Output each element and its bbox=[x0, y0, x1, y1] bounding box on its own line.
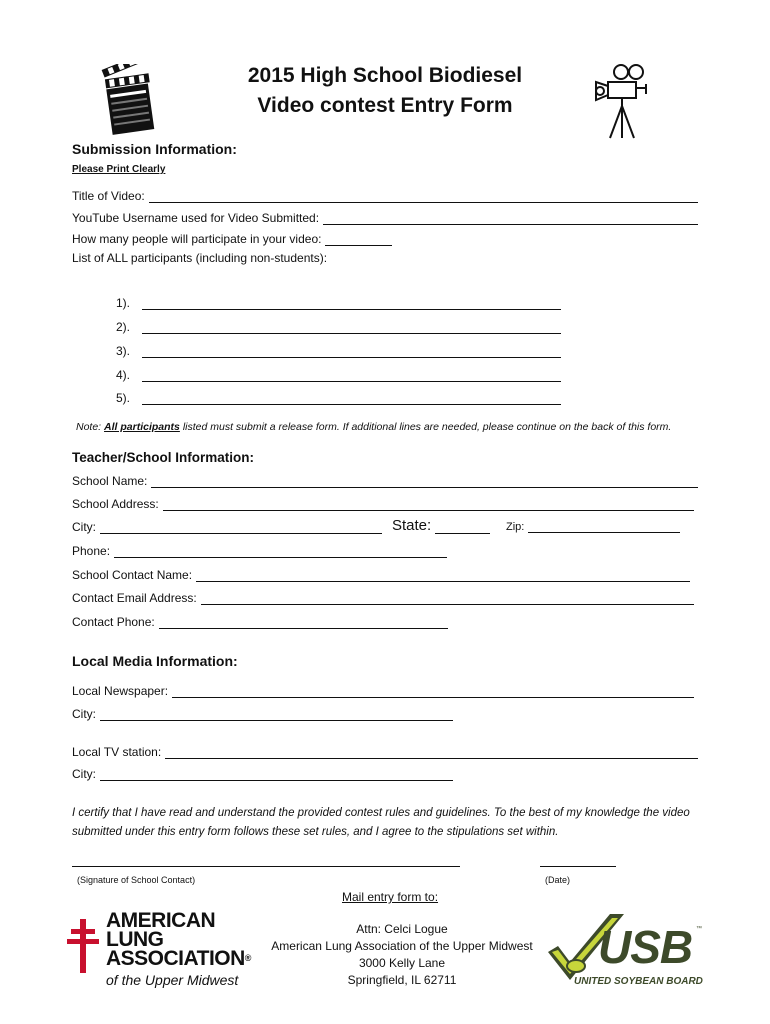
note-emphasis: All participants bbox=[104, 421, 180, 433]
mail-street: 3000 Kelly Lane bbox=[358, 956, 446, 970]
mail-city: Springfield, IL 62711 bbox=[347, 973, 457, 987]
ala-line-1: AMERICAN bbox=[106, 909, 216, 932]
double-cross-icon bbox=[66, 919, 100, 973]
ala-line-3: ASSOCIATION bbox=[106, 947, 245, 970]
print-clearly-note: Please Print Clearly bbox=[72, 164, 166, 175]
youtube-username-input-line[interactable] bbox=[323, 212, 698, 225]
contact-phone-field[interactable] bbox=[72, 615, 448, 629]
contact-name-input-line[interactable] bbox=[196, 569, 690, 582]
participant-1-number: 1). bbox=[116, 296, 131, 310]
phone-label: Phone: bbox=[72, 544, 111, 558]
participant-1-input-line[interactable] bbox=[142, 297, 561, 310]
school-address-label: School Address: bbox=[72, 497, 159, 511]
tv-city-label: City: bbox=[72, 767, 96, 781]
participant-2-input-line[interactable] bbox=[142, 321, 561, 334]
city-input-line[interactable] bbox=[100, 521, 382, 534]
mail-attn: Attn: Celci Logue bbox=[356, 922, 448, 936]
media-heading: Local Media Information: bbox=[72, 653, 238, 669]
video-title-input-line[interactable] bbox=[149, 190, 698, 203]
state-field[interactable] bbox=[392, 517, 490, 534]
youtube-username-field[interactable] bbox=[72, 211, 698, 225]
zip-input-line[interactable] bbox=[528, 520, 680, 533]
participant-count-field[interactable] bbox=[72, 232, 392, 246]
participant-3-number: 3). bbox=[116, 344, 131, 358]
video-title-label: Title of Video: bbox=[72, 189, 145, 203]
participant-5-input-line[interactable] bbox=[142, 392, 561, 405]
date-line[interactable] bbox=[540, 866, 616, 867]
youtube-username-label: YouTube Username used for Video Submitted: bbox=[72, 211, 320, 225]
submission-heading: Submission Information: bbox=[72, 141, 237, 157]
usb-wordmark: USB bbox=[598, 921, 693, 973]
mail-heading: Mail entry form to: bbox=[342, 890, 439, 904]
participant-4-input-line[interactable] bbox=[142, 369, 561, 382]
school-name-input-line[interactable] bbox=[151, 475, 698, 488]
newspaper-input-line[interactable] bbox=[172, 685, 694, 698]
participant-2-field[interactable] bbox=[116, 320, 561, 334]
ala-registered-mark: ® bbox=[244, 953, 251, 963]
tv-station-field[interactable] bbox=[72, 745, 698, 759]
contact-phone-label: Contact Phone: bbox=[72, 615, 155, 629]
form-title-line-1: 2015 High School Biodiesel bbox=[247, 64, 523, 87]
usb-subtitle: UNITED SOYBEAN BOARD bbox=[574, 976, 703, 987]
phone-input-line[interactable] bbox=[114, 545, 447, 558]
city-label: City: bbox=[72, 520, 96, 534]
school-address-field[interactable] bbox=[72, 497, 694, 511]
contact-name-field[interactable] bbox=[72, 568, 690, 582]
contact-name-label: School Contact Name: bbox=[72, 568, 193, 582]
mail-org: American Lung Association of the Upper Midwest bbox=[271, 939, 533, 953]
newspaper-city-field[interactable] bbox=[72, 707, 453, 721]
contact-email-input-line[interactable] bbox=[201, 592, 694, 605]
participant-5-field[interactable] bbox=[116, 391, 561, 405]
tv-station-label: Local TV station: bbox=[72, 745, 162, 759]
participant-2-number: 2). bbox=[116, 320, 131, 334]
participant-4-field[interactable] bbox=[116, 368, 561, 382]
teacher-heading: Teacher/School Information: bbox=[72, 450, 255, 465]
school-name-field[interactable] bbox=[72, 474, 698, 488]
usb-trademark: ™ bbox=[696, 926, 702, 932]
signature-line[interactable] bbox=[72, 866, 460, 867]
school-name-label: School Name: bbox=[72, 474, 148, 488]
newspaper-field[interactable] bbox=[72, 684, 694, 698]
zip-field[interactable] bbox=[506, 520, 680, 533]
release-form-note bbox=[76, 421, 706, 433]
newspaper-label: Local Newspaper: bbox=[72, 684, 169, 698]
tv-city-input-line[interactable] bbox=[100, 768, 453, 781]
ala-wordmark bbox=[106, 911, 251, 968]
participant-4-number: 4). bbox=[116, 368, 131, 382]
state-label: State: bbox=[392, 517, 432, 534]
participant-1-field[interactable] bbox=[116, 296, 561, 310]
state-input-line[interactable] bbox=[435, 521, 490, 534]
video-title-field[interactable] bbox=[72, 189, 698, 203]
participant-count-input-line[interactable] bbox=[325, 233, 392, 246]
contact-phone-input-line[interactable] bbox=[159, 616, 448, 629]
date-caption: (Date) bbox=[545, 875, 571, 885]
contact-email-field[interactable] bbox=[72, 591, 694, 605]
signature-caption: (Signature of School Contact) bbox=[77, 875, 196, 885]
newspaper-city-input-line[interactable] bbox=[100, 708, 453, 721]
form-title-line-2: Video contest Entry Form bbox=[257, 94, 513, 117]
contact-email-label: Contact Email Address: bbox=[72, 591, 197, 605]
city-field[interactable] bbox=[72, 520, 382, 534]
participant-count-label: How many people will participate in your video: bbox=[72, 232, 322, 246]
participants-list-label: List of ALL participants (including non-students): bbox=[72, 251, 328, 265]
school-address-input-line[interactable] bbox=[163, 498, 694, 511]
note-text: listed must submit a release form. If additional lines are needed, please continue on the back of this form. bbox=[182, 421, 672, 433]
certification-statement: I certify that I have read and understand the provided contest rules and guidelines. To the best of my knowledge the video submitted under this entry form follows these set rules, and I agree to the stipulations set within. bbox=[72, 807, 690, 838]
tv-station-input-line[interactable] bbox=[165, 746, 698, 759]
tv-city-field[interactable] bbox=[72, 767, 453, 781]
ala-logo bbox=[66, 911, 266, 991]
ala-line-2: LUNG bbox=[106, 928, 164, 951]
zip-label: Zip: bbox=[506, 521, 525, 533]
usb-logo bbox=[540, 910, 705, 992]
note-prefix: Note: bbox=[76, 421, 102, 433]
participant-5-number: 5). bbox=[116, 391, 131, 405]
participant-3-input-line[interactable] bbox=[142, 345, 561, 358]
phone-field[interactable] bbox=[72, 544, 447, 558]
participant-3-field[interactable] bbox=[116, 344, 561, 358]
newspaper-city-label: City: bbox=[72, 707, 96, 721]
ala-subtitle: of the Upper Midwest bbox=[106, 972, 239, 988]
mail-address-block bbox=[252, 921, 552, 989]
